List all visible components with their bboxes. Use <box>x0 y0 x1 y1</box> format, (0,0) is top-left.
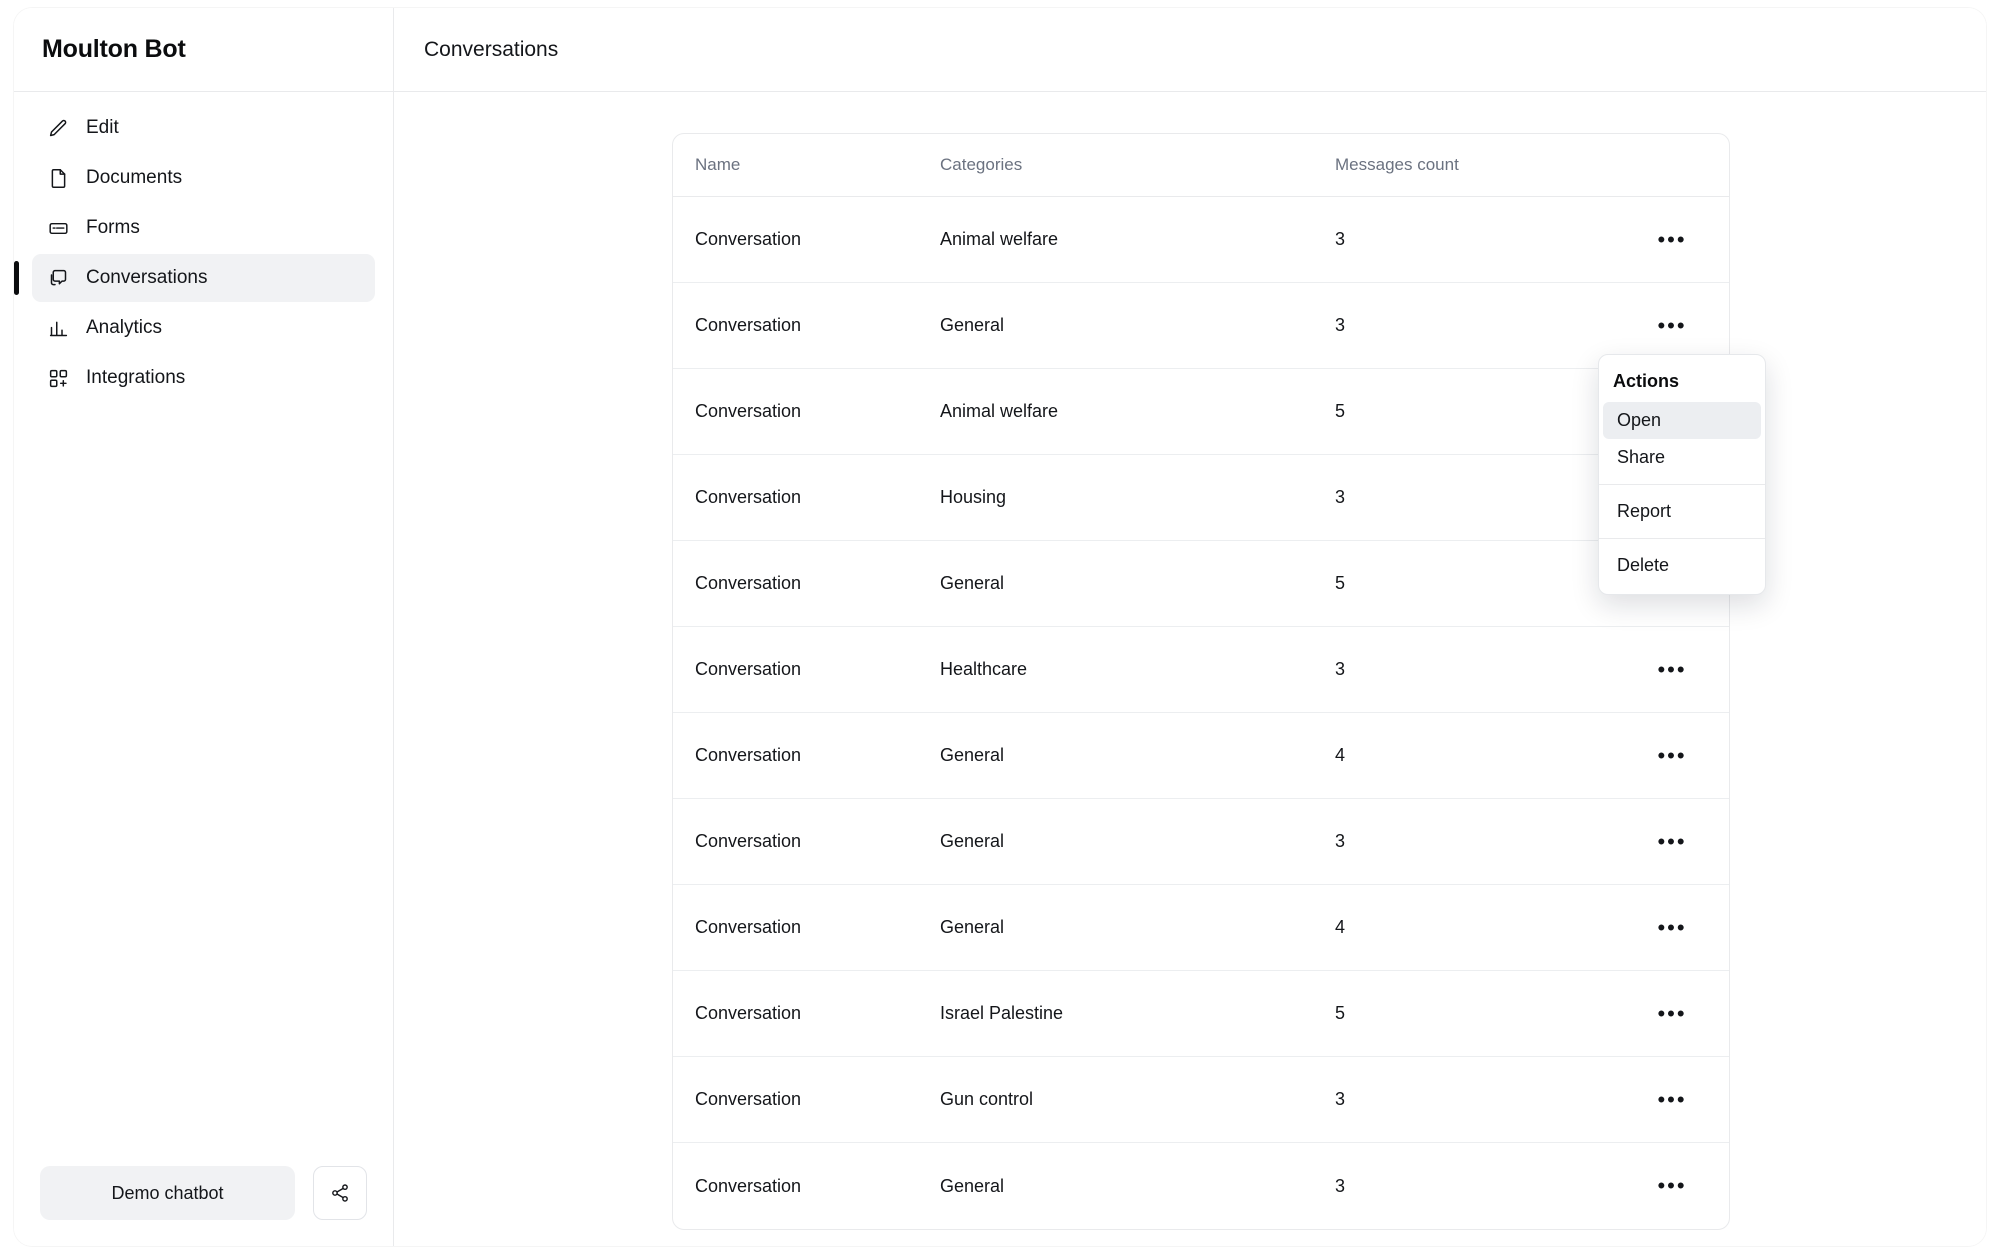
row-actions-button[interactable] <box>1637 1000 1707 1026</box>
cell-category: Gun control <box>940 1089 1034 1109</box>
integrations-icon <box>46 366 70 390</box>
form-icon <box>46 216 70 240</box>
cell-category: Israel Palestine <box>940 1003 1064 1023</box>
sidebar-item-label: Analytics <box>86 317 163 338</box>
cell-category: General <box>940 917 1005 937</box>
cell-messages-count: 3 <box>1335 487 1346 507</box>
menu-divider <box>1599 484 1765 485</box>
column-header-categories: Categories <box>940 155 1023 174</box>
row-actions-button[interactable] <box>1637 226 1707 252</box>
cell-name: Conversation <box>695 917 802 937</box>
page-title: Conversations <box>424 37 559 61</box>
sidebar-item-label: Integrations <box>86 367 186 388</box>
brand-title: Moulton Bot <box>42 35 186 63</box>
ellipsis-icon[interactable]: ••• <box>1657 1086 1687 1112</box>
content-area <box>394 92 1986 1246</box>
cell-messages-count: 3 <box>1335 1175 1346 1196</box>
sidebar-item-conversations[interactable] <box>32 254 375 302</box>
brand-header <box>14 8 393 92</box>
cell-name: Conversation <box>695 831 802 851</box>
table-row[interactable] <box>673 885 1729 971</box>
ellipsis-icon[interactable]: ••• <box>1657 742 1687 768</box>
row-actions-button[interactable] <box>1637 828 1707 854</box>
cell-category: General <box>940 745 1005 765</box>
row-actions-button[interactable] <box>1637 1086 1707 1112</box>
table-row[interactable] <box>673 369 1729 455</box>
cell-category: Animal welfare <box>940 229 1059 249</box>
sidebar-item-label: Forms <box>86 217 140 238</box>
sidebar-item-label: Conversations <box>86 267 208 288</box>
sidebar-item-integrations[interactable] <box>32 354 375 402</box>
demo-chatbot-button[interactable]: Demo chatbot <box>40 1166 295 1220</box>
table-row[interactable] <box>673 283 1729 369</box>
table-row[interactable] <box>673 1057 1729 1143</box>
top-bar <box>394 8 1986 92</box>
conversations-icon <box>46 266 70 290</box>
conversations-table <box>672 133 1730 1230</box>
sidebar-footer <box>14 1166 393 1246</box>
cell-messages-count: 5 <box>1335 1003 1346 1023</box>
cell-name: Conversation <box>695 401 802 421</box>
main-area <box>394 8 1986 1246</box>
column-header-messages-count: Messages count <box>1335 155 1459 174</box>
table-row[interactable] <box>673 541 1729 627</box>
cell-name: Conversation <box>695 659 802 679</box>
cell-category: Healthcare <box>940 659 1028 679</box>
cell-messages-count: 3 <box>1335 831 1346 851</box>
row-actions-button[interactable] <box>1637 742 1707 768</box>
cell-messages-count: 3 <box>1335 659 1346 679</box>
cell-name: Conversation <box>695 1089 802 1109</box>
cell-name: Conversation <box>695 487 802 507</box>
menu-divider <box>1599 538 1765 539</box>
cell-category: General <box>940 573 1005 593</box>
sidebar-nav <box>14 92 393 402</box>
menu-item-report[interactable]: Report <box>1617 501 1672 521</box>
pencil-icon <box>46 116 70 140</box>
table-row[interactable] <box>673 197 1729 283</box>
sidebar-item-label: Documents <box>86 167 183 188</box>
ellipsis-icon[interactable]: ••• <box>1657 1173 1687 1198</box>
row-actions-button[interactable] <box>1637 312 1707 338</box>
share-icon[interactable] <box>313 1166 367 1220</box>
table-row[interactable] <box>673 1143 1729 1229</box>
ellipsis-icon[interactable]: ••• <box>1657 1000 1687 1026</box>
column-header-name: Name <box>695 155 741 174</box>
cell-category: General <box>940 315 1005 335</box>
cell-category: General <box>940 831 1005 851</box>
ellipsis-icon[interactable]: ••• <box>1657 656 1687 682</box>
cell-category: General <box>940 1175 1005 1196</box>
sidebar-item-analytics[interactable] <box>32 304 375 352</box>
cell-name: Conversation <box>695 315 802 335</box>
actions-menu-title: Actions <box>1613 371 1680 391</box>
document-icon <box>46 166 70 190</box>
cell-category: Animal welfare <box>940 401 1059 421</box>
row-actions-button[interactable] <box>1637 656 1707 682</box>
cell-messages-count: 3 <box>1335 1089 1346 1109</box>
sidebar <box>14 8 394 1246</box>
cell-category: Housing <box>940 487 1007 507</box>
table-row[interactable] <box>673 971 1729 1057</box>
ellipsis-icon[interactable]: ••• <box>1657 312 1687 338</box>
sidebar-item-forms[interactable] <box>32 204 375 252</box>
table-row[interactable] <box>673 455 1729 541</box>
menu-item-delete[interactable]: Delete <box>1617 555 1670 575</box>
row-actions-button[interactable] <box>1637 914 1707 940</box>
chart-bar-icon <box>46 316 70 340</box>
table-header-row <box>673 134 1729 197</box>
ellipsis-icon[interactable]: ••• <box>1657 226 1687 252</box>
cell-messages-count: 3 <box>1335 229 1346 249</box>
table-row[interactable] <box>673 713 1729 799</box>
actions-menu <box>1598 354 1766 595</box>
menu-item-share[interactable]: Share <box>1617 447 1666 467</box>
cell-name: Conversation <box>695 573 802 593</box>
cell-name: Conversation <box>695 1003 802 1023</box>
sidebar-item-label: Edit <box>86 117 119 138</box>
table-row[interactable] <box>673 799 1729 885</box>
cell-name: Conversation <box>695 1175 802 1196</box>
cell-messages-count: 3 <box>1335 315 1346 335</box>
ellipsis-icon[interactable]: ••• <box>1657 828 1687 854</box>
cell-messages-count: 4 <box>1335 917 1346 937</box>
cell-messages-count: 4 <box>1335 745 1346 765</box>
cell-messages-count: 5 <box>1335 401 1346 421</box>
menu-item-open[interactable]: Open <box>1603 402 1761 439</box>
sidebar-item-documents[interactable] <box>32 154 375 202</box>
row-actions-button[interactable] <box>1637 1173 1707 1198</box>
ellipsis-icon[interactable]: ••• <box>1657 914 1687 940</box>
cell-messages-count: 5 <box>1335 573 1346 593</box>
cell-name: Conversation <box>695 745 802 765</box>
cell-name: Conversation <box>695 229 802 249</box>
app-window <box>14 8 1986 1246</box>
sidebar-item-edit[interactable] <box>32 104 375 152</box>
table-row[interactable] <box>673 627 1729 713</box>
